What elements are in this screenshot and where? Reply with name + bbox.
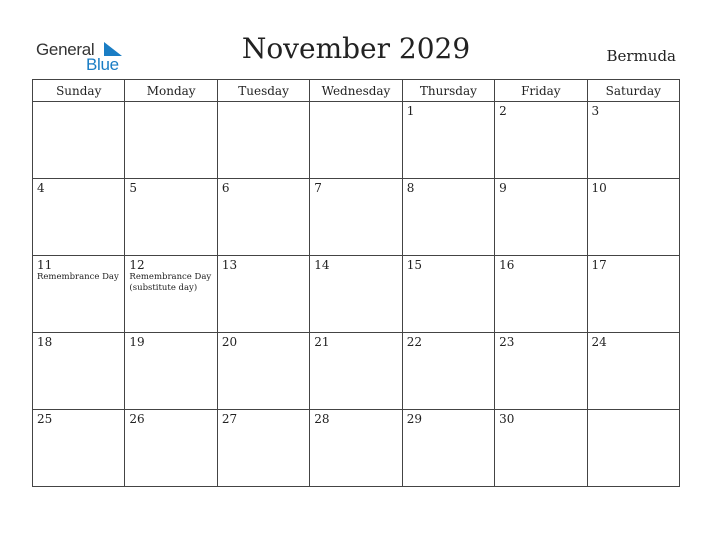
day-cell xyxy=(495,410,587,487)
day-number xyxy=(218,102,309,104)
day-cell xyxy=(402,179,494,256)
day-number: 11 xyxy=(37,258,53,272)
day-number: 24 xyxy=(591,335,607,349)
day-cell xyxy=(33,256,125,333)
day-cell xyxy=(125,179,217,256)
day-number: 23 xyxy=(499,335,515,349)
day-number xyxy=(33,102,124,104)
day-number: 19 xyxy=(129,335,145,349)
weekday-header: Friday xyxy=(495,80,587,102)
day-cell xyxy=(402,333,494,410)
day-number: 18 xyxy=(37,335,53,349)
weekday-header: Sunday xyxy=(33,80,125,102)
day-cell xyxy=(33,333,125,410)
day-cell xyxy=(495,102,587,179)
day-number: 27 xyxy=(221,412,238,426)
day-cell xyxy=(310,102,402,179)
day-cell xyxy=(217,410,309,487)
day-cell xyxy=(495,179,587,256)
day-cell xyxy=(310,410,402,487)
day-cell xyxy=(587,179,679,256)
day-number: 17 xyxy=(591,258,607,272)
day-number: 9 xyxy=(499,181,507,195)
day-cell xyxy=(402,256,494,333)
week-row xyxy=(33,179,680,256)
week-row xyxy=(33,102,680,179)
weekday-header: Saturday xyxy=(587,80,679,102)
day-cell xyxy=(217,333,309,410)
day-cell xyxy=(33,102,125,179)
day-number: 28 xyxy=(314,412,330,426)
day-number: 26 xyxy=(129,412,145,426)
day-cell xyxy=(402,102,494,179)
day-number xyxy=(588,410,679,412)
holiday-label: (substitute day) xyxy=(129,283,198,293)
day-number: 20 xyxy=(221,335,238,349)
day-number: 12 xyxy=(129,258,145,272)
day-cell xyxy=(217,256,309,333)
day-number: 4 xyxy=(37,181,45,195)
holiday-label: Remembrance Day xyxy=(129,272,212,282)
day-number: 29 xyxy=(406,412,422,426)
day-cell xyxy=(33,179,125,256)
day-number xyxy=(310,102,401,104)
weekday-header-row xyxy=(33,80,680,102)
day-cell xyxy=(587,410,679,487)
holiday-label: Remembrance Day xyxy=(37,272,119,282)
day-number: 30 xyxy=(499,412,515,426)
day-number: 7 xyxy=(314,181,322,195)
day-number: 10 xyxy=(591,181,607,195)
weekday-header: Thursday xyxy=(402,80,494,102)
day-cell xyxy=(217,102,309,179)
day-cell xyxy=(310,179,402,256)
logo-word-blue: Blue xyxy=(86,55,119,74)
day-cell xyxy=(217,179,309,256)
day-number: 2 xyxy=(499,104,507,118)
week-row xyxy=(33,333,680,410)
day-cell xyxy=(402,410,494,487)
day-cell xyxy=(495,333,587,410)
calendar-grid xyxy=(32,79,680,487)
day-number: 8 xyxy=(406,181,415,195)
day-number: 21 xyxy=(314,335,330,349)
day-cell xyxy=(587,256,679,333)
day-number: 22 xyxy=(406,335,422,349)
day-cell xyxy=(310,333,402,410)
day-cell xyxy=(125,410,217,487)
day-number: 25 xyxy=(37,412,53,426)
week-row xyxy=(33,256,680,333)
day-number: 5 xyxy=(129,181,138,195)
day-number: 3 xyxy=(591,104,600,118)
day-number: 6 xyxy=(221,181,230,195)
day-number xyxy=(125,102,216,104)
day-number: 15 xyxy=(406,258,422,272)
day-cell xyxy=(310,256,402,333)
day-cell xyxy=(587,333,679,410)
week-row xyxy=(33,410,680,487)
day-cell xyxy=(587,102,679,179)
day-number: 1 xyxy=(406,104,415,118)
day-cell xyxy=(125,333,217,410)
day-cell xyxy=(125,102,217,179)
day-number: 16 xyxy=(499,258,515,272)
day-number: 13 xyxy=(221,258,238,272)
weekday-header: Wednesday xyxy=(310,80,402,102)
day-number: 14 xyxy=(314,258,330,272)
calendar-title: November 2029 xyxy=(241,32,471,65)
day-cell xyxy=(33,410,125,487)
region-label: Bermuda xyxy=(606,47,676,65)
weekday-header: Monday xyxy=(125,80,217,102)
day-cell xyxy=(125,256,217,333)
day-cell xyxy=(495,256,587,333)
weekday-header: Tuesday xyxy=(217,80,309,102)
logo-word-general: General xyxy=(36,40,95,59)
